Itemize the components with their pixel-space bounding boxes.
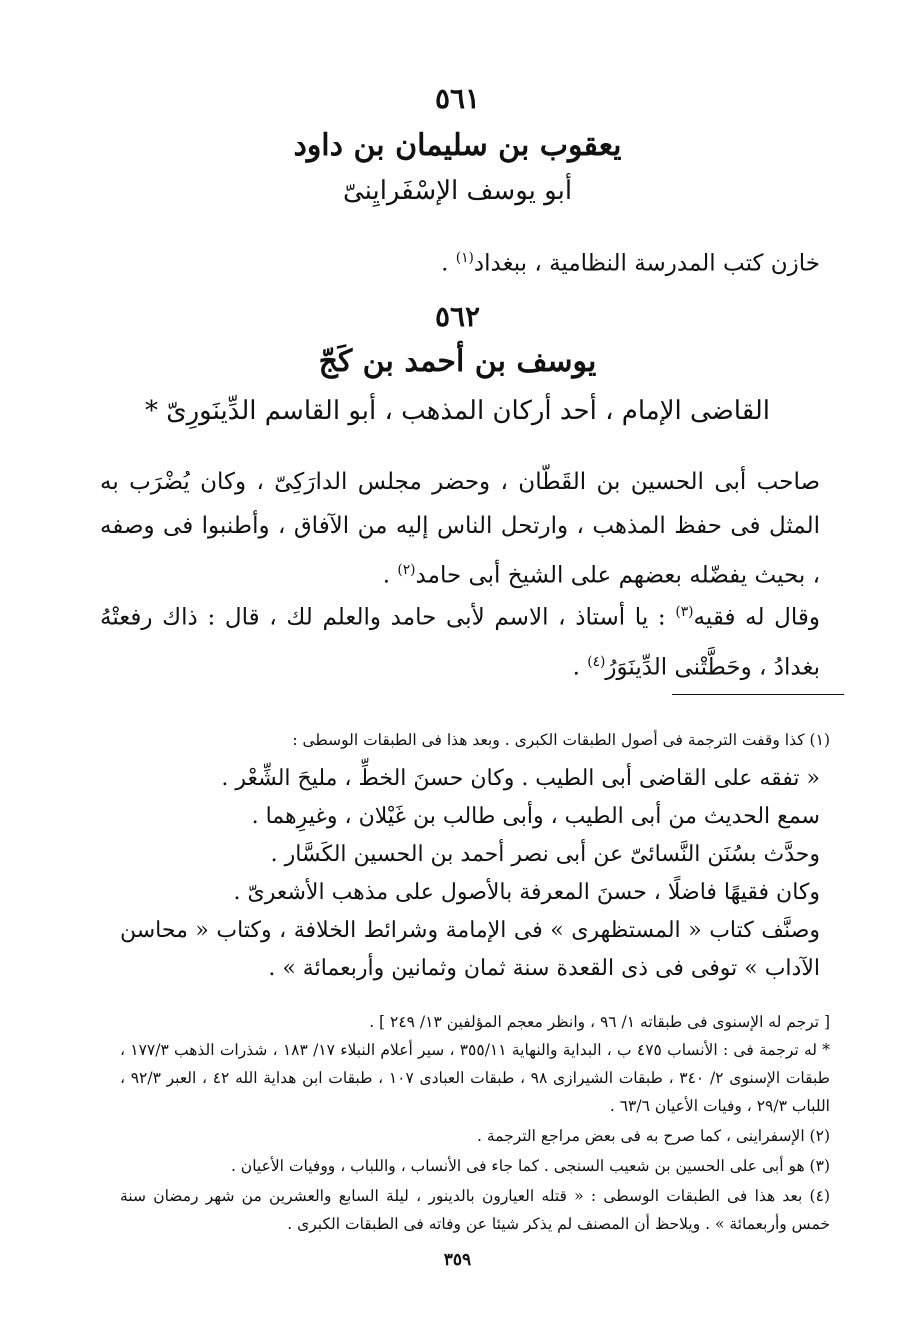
- entry-561-number: ٥٦١: [434, 82, 481, 115]
- entry-562-number: ٥٦٢: [434, 300, 481, 333]
- footnote-ref-3: (٣): [675, 604, 694, 620]
- quote-line: وكان فقيهًا فاضلًا ، حسنَ المعرفة بالأصول على مذهب الأشعرىّ .: [233, 880, 820, 905]
- quote-line: وحدَّث بسُنَن النَّسائىّ عن أبى نصر أحمد بن الحسين الكَسَّار .: [270, 842, 820, 867]
- para2-text-b: : يا أستاذ ، الاسم لأبى حامد والعلم لك ، قال : ذاك رفعتْهُ بغدادُ ، وحَطَّتْنى الدِّينَوَرُ: [100, 604, 820, 681]
- footnote-1-quote: [120, 760, 820, 988]
- entry-562-paragraph-2: [100, 590, 820, 689]
- footnote-2: (٢) الإسفراينى ، كما صرح به فى بعض مراجع الترجمة .: [477, 1127, 830, 1145]
- entry-562-name: يوسف بن أحمد بن كَجّ: [318, 344, 597, 379]
- footnote-divider: [672, 694, 844, 695]
- quote-line: وصنَّف كتاب « المستظهرى » فى الإمامة وشرائط الخلافة ، وكتاب « محاسن الآداب » توفى فى ذى القعدة سنة ثمان وثمانين وأربعمائة » .: [120, 918, 820, 981]
- quote-line: سمع الحديث من أبى الطيب ، وأبى طالب بن غَيْلان ، وغيرِهما .: [251, 804, 820, 829]
- entry-562-paragraph-1: [100, 460, 820, 598]
- quote-line: « تفقه على القاضى أبى الطيب . وكان حسنَ الخطِّ ، مليحَ الشِّعْر .: [221, 766, 820, 791]
- footnote-star-sources: * له ترجمة فى : الأنساب ٤٧٥ ب ، البداية والنهاية ٣٥٥/١١ ، سير أعلام النبلاء ١٧/ ١٨٣ ، شذرات الذهب ١٧٧/٣ ، طبقات الإسنوى ٢/ ٣٤٠ ، طبقات الشيرازى ٩٨ ، طبقات العبادى ١٠٧ ، طبقات ابن هداية الله ٤٢ ، العبر ٩٢/٣ ، اللباب ٢٩/٣ ، وفيات الأعيان ٦٣/٦ .: [120, 1041, 830, 1115]
- footnote-3: (٣) هو أبى على الحسين بن شعيب السنجى . كما جاء فى الأنساب ، واللباب ، ووفيات الأعيان .: [230, 1157, 830, 1175]
- para2-end: .: [572, 654, 588, 681]
- para2-text-a: وقال له فقيه: [693, 604, 820, 631]
- entry-561-text-end: .: [441, 250, 456, 277]
- footnote-ref-1: (١): [455, 250, 474, 266]
- entry-561-text-content: خازن كتب المدرسة النظامية ، ببغداد: [473, 250, 820, 277]
- footnote-1-reference: [ ترجم له الإسنوى فى طبقاته ١/ ٩٦ ، وانظر معجم المؤلفين ١٣/ ٢٤٩ ] .: [369, 1013, 830, 1031]
- para1-end: .: [382, 562, 398, 589]
- entry-562-kunya: القاضى الإمام ، أحد أركان المذهب ، أبو القاسم الدِّينَورِىّ *: [145, 396, 770, 426]
- entry-561-text: [100, 236, 820, 286]
- footnote-1-intro: (١) كذا وقفت الترجمة فى أصول الطبقات الكبرى . وبعد هذا فى الطبقات الوسطى :: [292, 731, 830, 749]
- footnote-4: (٤) بعد هذا فى الطبقات الوسطى : « قتله العيارون بالدينور ، ليلة السابع والعشرين من شهر رمضان سنة خمس وأربعمائة » . ويلاحظ أن المصنف لم يذكر شيئا عن وفاته فى الطبقات الكبرى .: [120, 1187, 830, 1233]
- para1-text: صاحب أبى الحسين بن القَطّان ، وحضر مجلس الدارَكِىّ ، وكان يُضْرَب به المثل فى حفظ المذهب ، وارتحل الناس إليه من الآفاق ، وأطنبوا فى وصفه ، بحيث يفضّله بعضهم على الشيخ أبى حامد: [100, 469, 820, 589]
- footnote-ref-2: (٢): [397, 562, 416, 578]
- footnote-ref-4: (٤): [587, 653, 606, 670]
- entry-561-name: يعقوب بن سليمان بن داود: [293, 128, 622, 163]
- page-number: ٣٥٩: [443, 1250, 472, 1270]
- entry-561-kunya: أبو يوسف الإسْفَرايِنىّ: [342, 176, 573, 206]
